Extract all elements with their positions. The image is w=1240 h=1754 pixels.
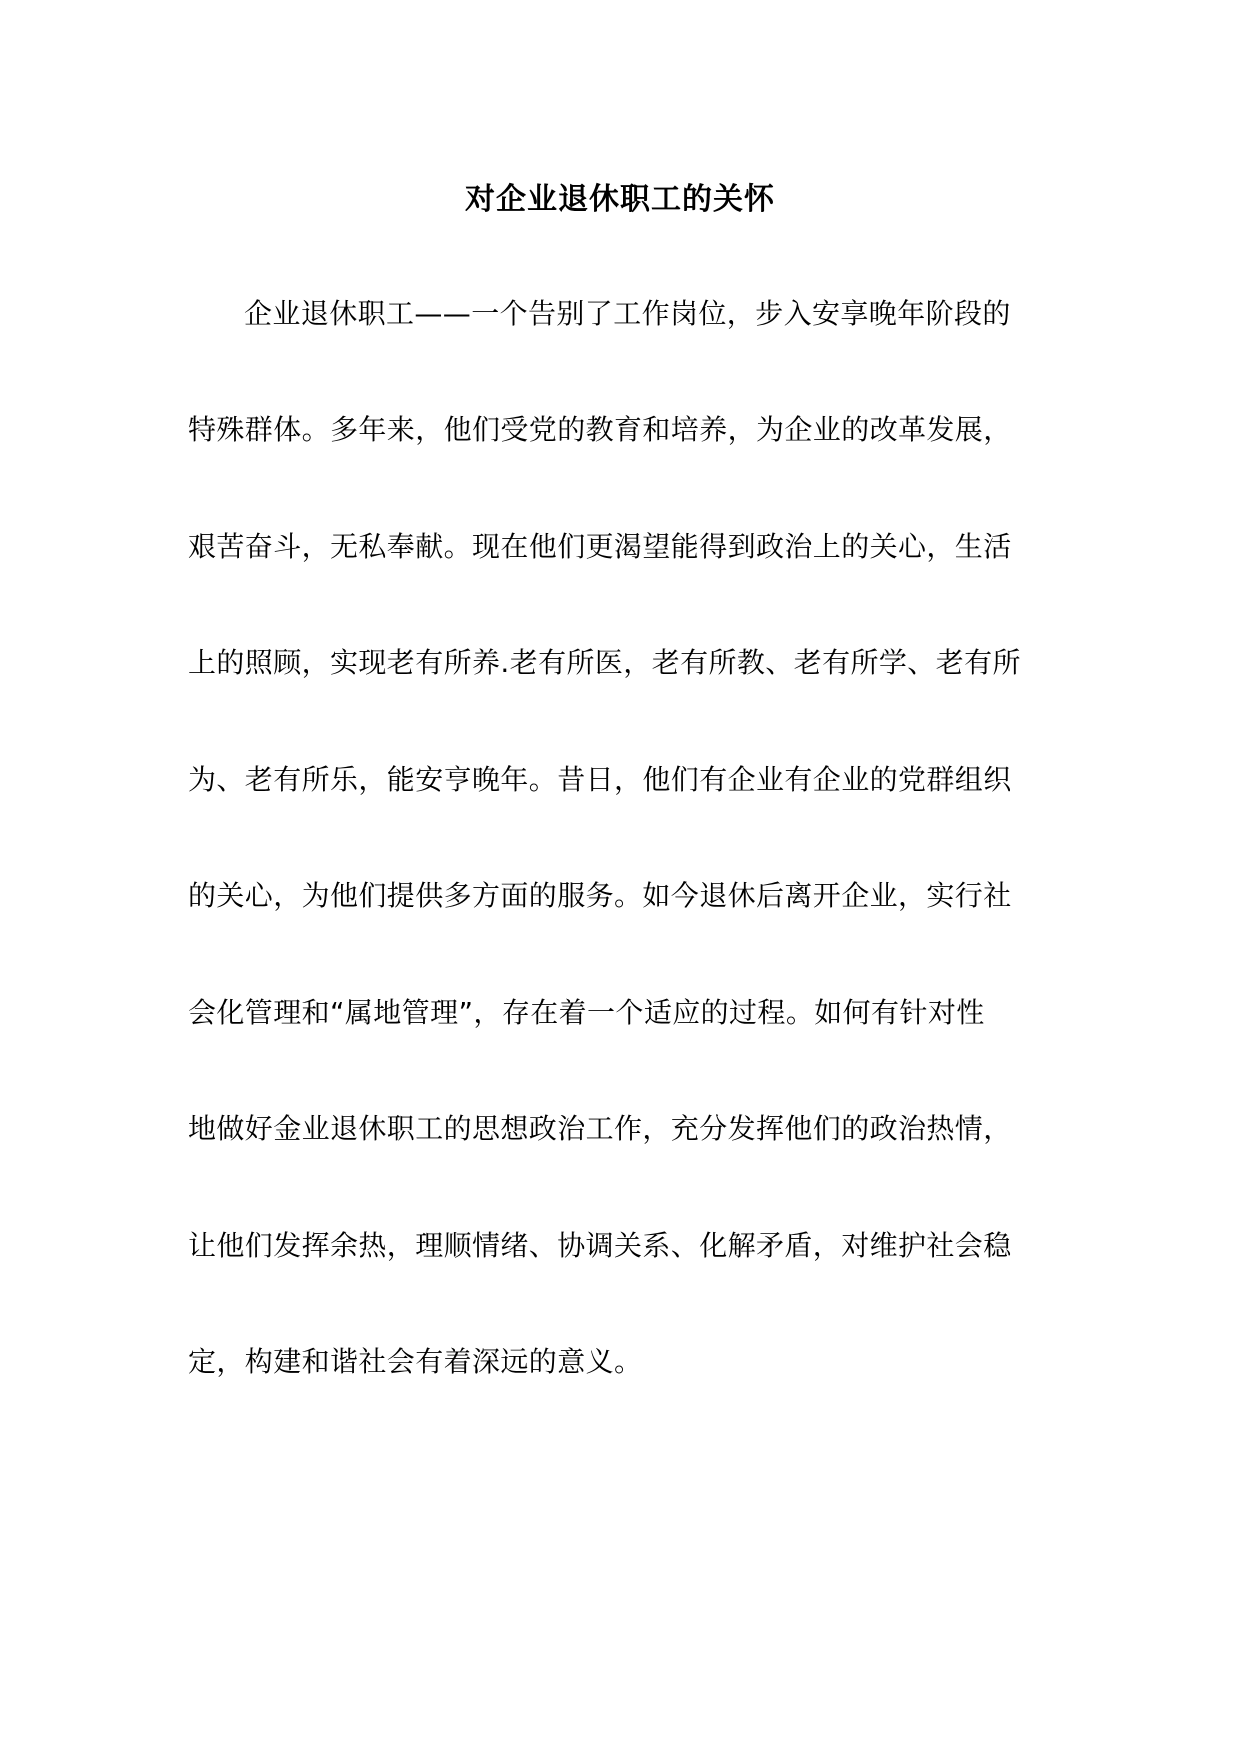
paragraph-line: 企业退休职工——一个告别了工作岗位，步入安享晚年阶段的 [244, 297, 1011, 330]
paragraph-line: 艰苦奋斗，无私奉献。现在他们更渴望能得到政治上的关心，生活 [188, 530, 1012, 563]
paragraph-line: 地做好金业退休职工的思想政治工作，充分发挥他们的政治热情， [188, 1112, 1012, 1145]
paragraph-line: 上的照顾，实现老有所养.老有所医，老有所教、老有所学、老有所 [188, 646, 1021, 679]
document-title: 对企业退休职工的关怀 [465, 182, 775, 217]
paragraph-line: 特殊群体。多年来，他们受党的教育和培养，为企业的改革发展， [188, 413, 1012, 446]
paragraph-line: 让他们发挥余热，理顺情绪、协调关系、化解矛盾，对维护社会稳 [188, 1229, 1012, 1262]
paragraph-line: 会化管理和“属地管理”，存在着一个适应的过程。如何有针对性 [188, 996, 985, 1029]
paragraph-line: 的关心，为他们提供多方面的服务。如今退休后离开企业，实行社 [188, 879, 1012, 912]
paragraph-line: 定，构建和谐社会有着深远的意义。 [188, 1345, 643, 1378]
paragraph-line: 为、老有所乐，能安亨晚年。昔日，他们有企业有企业的党群组织 [188, 763, 1012, 796]
